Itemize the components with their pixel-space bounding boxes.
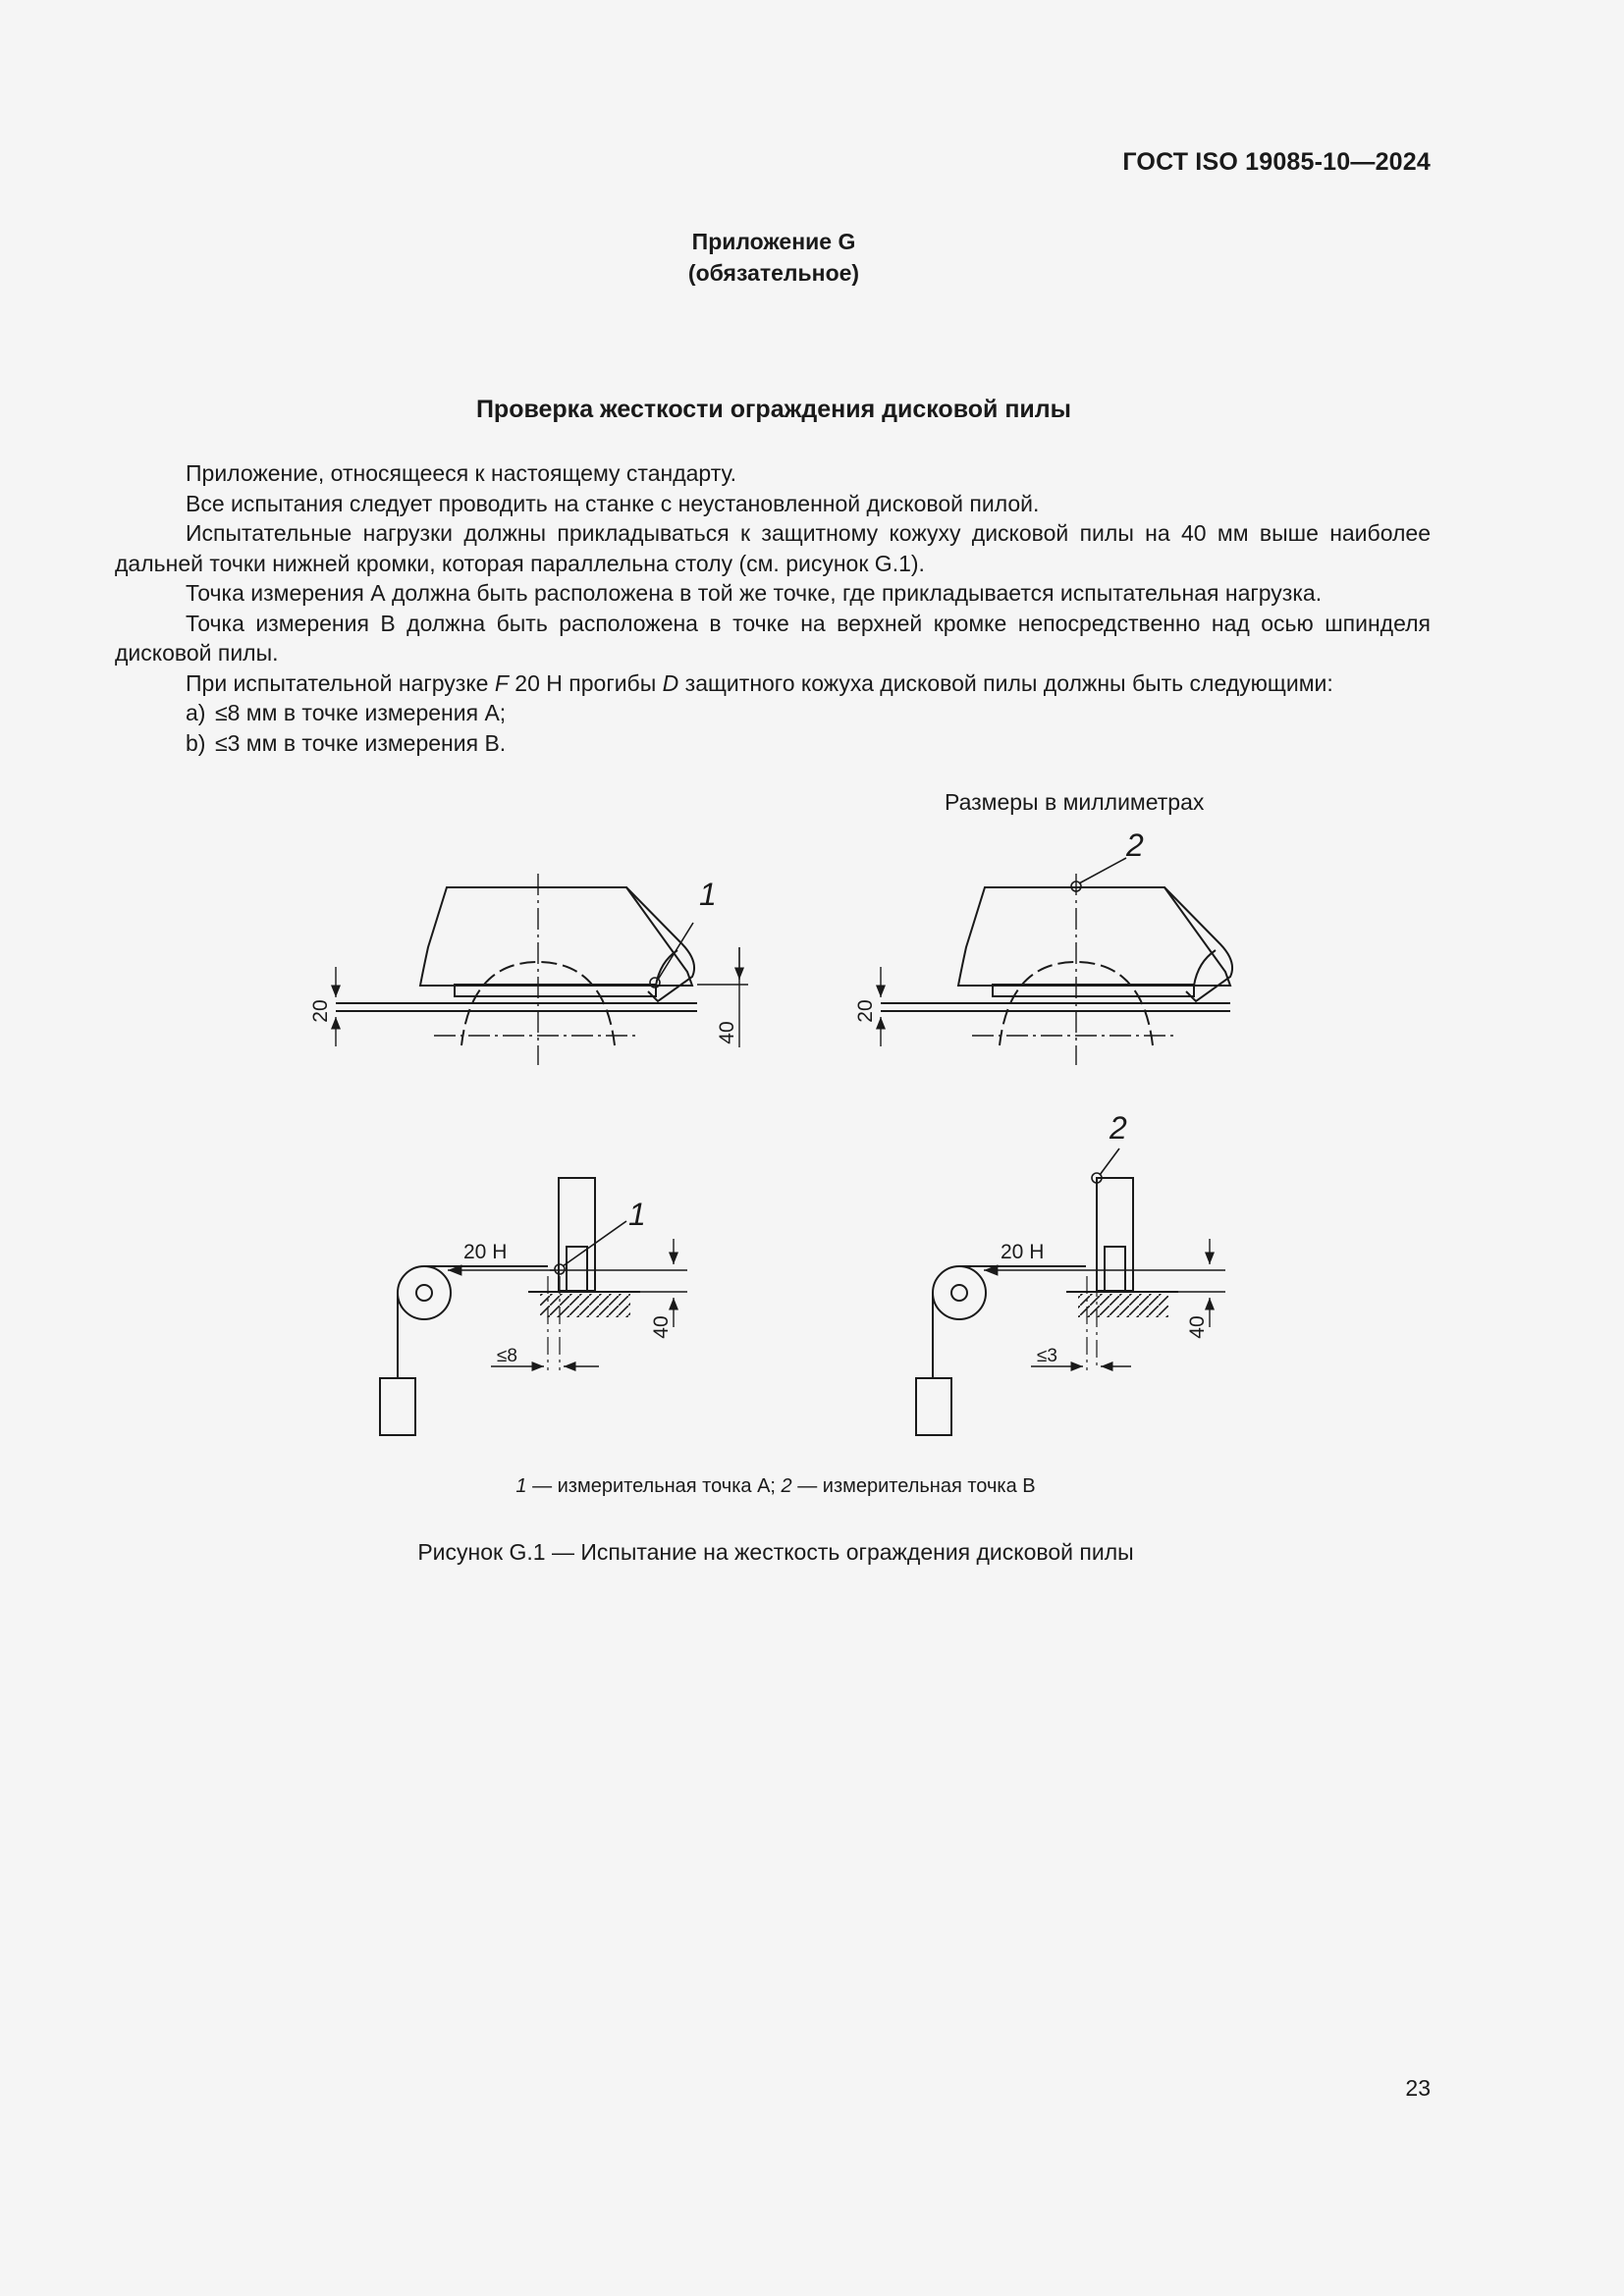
dim-label-20: 20 <box>309 999 332 1023</box>
point-label-2: 2 <box>1126 828 1144 863</box>
guard-body <box>958 887 1230 986</box>
symbol-f: F <box>494 669 509 696</box>
paragraph: Все испытания следует проводить на станке с неустановленной дисковой пилой. <box>186 490 1040 516</box>
doc-code: ГОСТ ISO 19085-10—2024 <box>1122 148 1431 176</box>
annex-title: Приложение G <box>691 229 856 254</box>
guard-view-a <box>336 874 748 1065</box>
section-title: Проверка жесткости ограждения дисковой пилы <box>475 396 1072 423</box>
dim-label-40: 40 <box>650 1315 673 1339</box>
figure-legend: 1 — измерительная точка А; 2 — измерительная точка В <box>515 1475 1036 1497</box>
deviation-label-b: ≤3 <box>1037 1346 1057 1366</box>
deviation-label-a: ≤8 <box>497 1346 517 1366</box>
page-number: 23 <box>1405 2075 1431 2101</box>
paragraph: При испытательной нагрузке F 20 Н прогибы D защитного кожуха дисковой пилы должны быть следующими: <box>186 669 1333 696</box>
force-label: 20 Н <box>1001 1241 1045 1263</box>
paragraph: Испытательные нагрузки должны прикладываться к защитному кожуху дисковой пилы на 40 мм выше наиболее дальней точки нижней кромки, которая параллельна столу (см. рисунок G.1). <box>115 520 1431 576</box>
point-label-2: 2 <box>1110 1110 1127 1146</box>
dimensions-note: Размеры в миллиметрах <box>945 789 1205 815</box>
dim-label-20: 20 <box>854 999 877 1023</box>
symbol-d: D <box>662 669 679 696</box>
paragraph: Приложение, относящееся к настоящему стандарту. <box>186 460 737 486</box>
dim-label-40: 40 <box>716 1021 738 1044</box>
guard-body <box>420 887 692 986</box>
paragraph: Точка измерения В должна быть расположена в точке на верхней кромке непосредственно над осью шпинделя дисковой пилы. <box>115 610 1431 666</box>
list-item: a) ≤8 мм в точке измерения А; <box>186 700 507 725</box>
dim-label-40: 40 <box>1186 1315 1209 1339</box>
force-label: 20 Н <box>463 1241 508 1263</box>
guard-view-b <box>881 858 1232 1065</box>
annex-status: (обязательное) <box>687 260 860 286</box>
figure-caption: Рисунок G.1 — Испытание на жесткость ограждения дисковой пилы <box>417 1539 1134 1565</box>
test-rig-b <box>916 1148 1225 1435</box>
paragraph: Точка измерения А должна быть расположена в той же точке, где прикладывается испытательная нагрузка. <box>186 580 1323 606</box>
point-label-1: 1 <box>628 1197 646 1232</box>
point-label-1: 1 <box>699 877 717 912</box>
list-item: b) ≤3 мм в точке измерения В. <box>186 729 507 756</box>
